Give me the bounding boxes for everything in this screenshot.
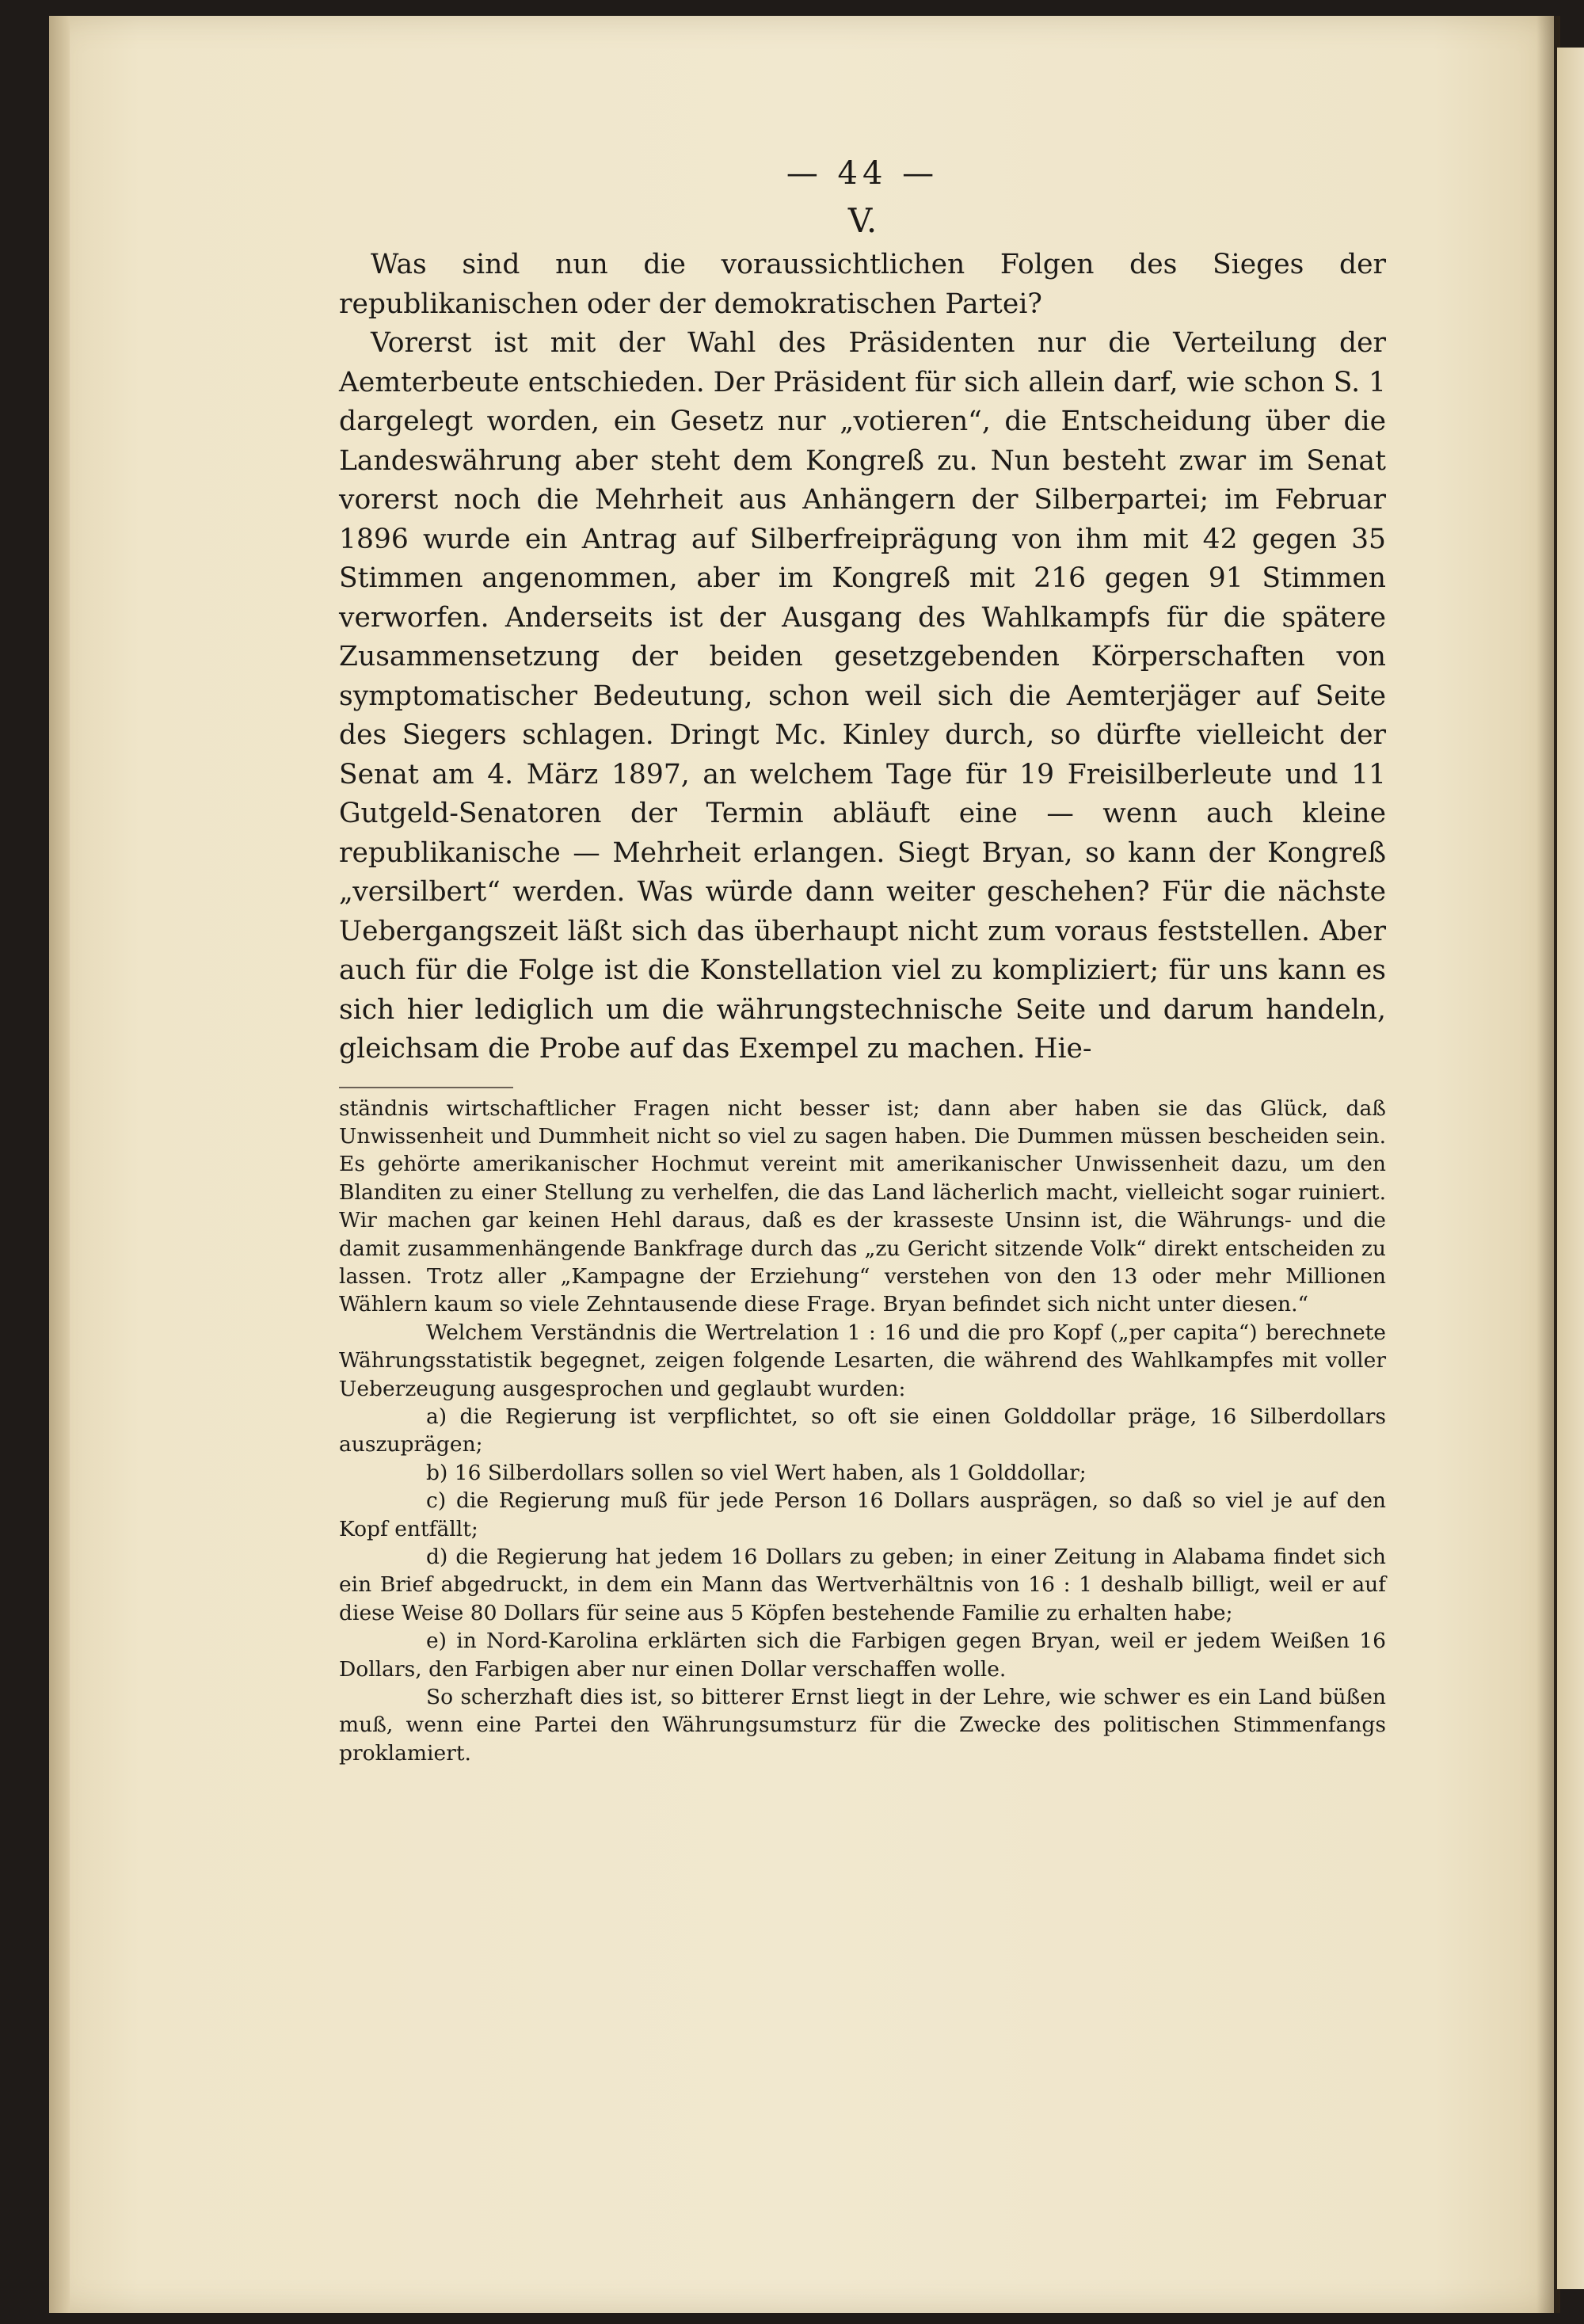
section-heading: V. xyxy=(847,201,878,240)
body-paragraph-1: Was sind nun die voraussichtlichen Folgen des Sieges der republikanischen oder der demokratischen Partei? xyxy=(339,249,1386,320)
footnote-item-a: a) die Regierung ist verpflichtet, so oft sie einen Golddollar präge, 16 Silberdollars auszuprägen; xyxy=(339,1404,1386,1457)
footnote-closing: So scherzhaft dies ist, so bitterer Ernst liegt in der Lehre, wie schwer es ein Land büßen muß, wenn eine Partei den Währungsumsturz für die Zwecke des politischen Stimmenfangs proklamiert. xyxy=(339,1685,1386,1766)
footnote-item-b: b) 16 Silberdollars sollen so viel Wert haben, als 1 Golddollar; xyxy=(426,1460,1087,1485)
body-paragraph-2: Vorerst ist mit der Wahl des Präsidenten nur die Verteilung der Aemterbeute entschieden. Der Präsident für sich allein darf, wie schon S. 1 dargelegt worden, ein Gesetz nur „votieren“, die Entscheidung über die Landeswährung aber steht dem Kongreß zu. Nun besteht zwar im Senat vorerst noch die Mehrheit aus Anhängern der Silberpartei; im Februar 1896 wurde ein Antrag auf Silberfreiprägung von ihm mit 42 gegen 35 Stimmen angenommen, aber im Kongreß mit 216 gegen 91 Stimmen verworfen. Anderseits ist der Ausgang des Wahlkampfs für die spätere Zusammensetzung der beiden gesetzgebenden Körperschaften von symptomatischer Bedeutung, schon weil sich die Aemterjäger auf Seite des Siegers schlagen. Dringt Mc. Kinley durch, so dürfte vielleicht der Senat am 4. März 1897, an welchem Tage für 19 Freisilberleute und 11 Gutgeld-Senatoren der Termin abläuft eine — wenn auch kleine republikanische — Mehrheit erlangen. Siegt Bryan, so kann der Kongreß „versilbert“ werden. Was würde dann weiter geschehen? Für die nächste Uebergangszeit läßt sich das überhaupt nicht zum voraus feststellen. Aber auch für die Folge ist die Konstellation viel zu kompliziert; für uns kann es sich hier lediglich um die währungstechnische Seite und darum handeln, gleichsam die Probe auf das Exempel zu machen. Hie- xyxy=(339,327,1386,1065)
footnote-item-c: c) die Regierung muß für jede Person 16 Dollars ausprägen, so daß so viel je auf den Kopf entfällt; xyxy=(339,1488,1386,1541)
footnote-block xyxy=(339,1095,1386,1768)
footnote-intro: Welchem Verständnis die Wertrelation 1 : 16 und die pro Kopf („per capita“) berechnete Währungsstatistik begegnet, zeigen folgende Lesarten, die während des Wahlkampfes mit voller Ueberzeugung ausgesprochen und geglaubt wurden: xyxy=(339,1320,1386,1401)
adjacent-page-edge xyxy=(1557,48,1584,2289)
text-column xyxy=(339,150,1386,1767)
page-gutter-left xyxy=(49,16,70,2313)
main-text xyxy=(339,246,1386,1069)
footnote-separator xyxy=(339,1087,513,1088)
page-number: — 44 — xyxy=(786,155,939,192)
footnote-continuation: ständnis wirtschaftlicher Fragen nicht besser ist; dann aber haben sie das Glück, daß Unwissenheit und Dummheit nicht so viel zu sagen haben. Die Dummen müssen bescheiden sein. Es gehörte amerikanischer Hochmut vereint mit amerikanischer Unwissenheit dazu, um den Blanditen zu einer Stellung zu verhelfen, die das Land lächerlich macht, vielleicht sogar ruiniert. Wir machen gar keinen Hehl daraus, daß es der krasseste Unsinn ist, die Währungs- und die damit zusammenhängende Bankfrage durch das „zu Gericht sitzende Volk“ direkt entscheiden zu lassen. Trotz aller „Kampagne der Erziehung“ verstehen von den 13 oder mehr Millionen Wählern kaum so viele Zehntausende diese Frage. Bryan befindet sich nicht unter diesen.“ xyxy=(339,1095,1386,1317)
footnote-item-d: d) die Regierung hat jedem 16 Dollars zu geben; in einer Zeitung in Alabama findet sich ein Brief abgedruckt, in dem ein Mann das Wertverhältnis von 16 : 1 deshalb billigt, weil er auf diese Weise 80 Dollars für seine aus 5 Köpfen bestehende Familie zu erhalten habe; xyxy=(339,1545,1386,1625)
footnote-item-e: e) in Nord-Karolina erklärten sich die Farbigen gegen Bryan, weil er jedem Weißen 16 Dollars, den Farbigen aber nur einen Dollar verschaffen wolle. xyxy=(339,1629,1386,1682)
